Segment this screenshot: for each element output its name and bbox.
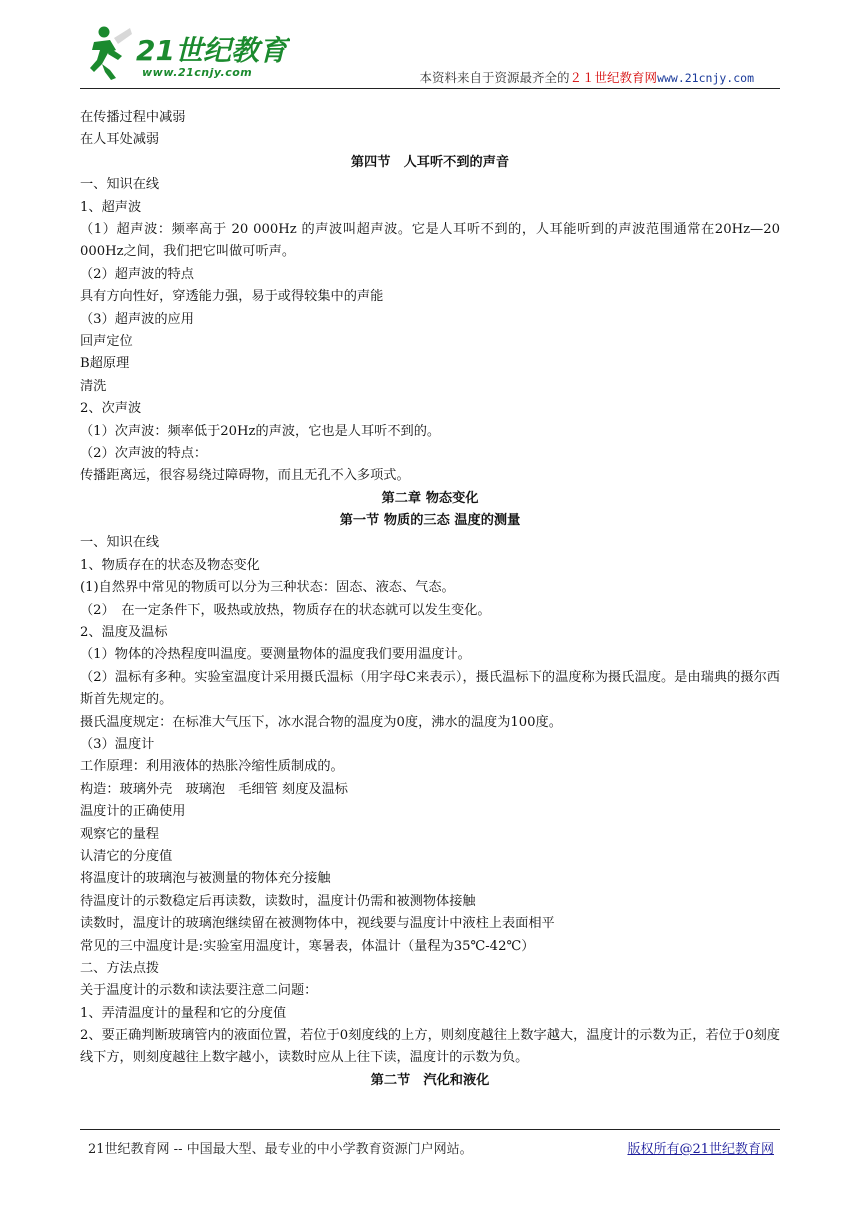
text-line: 在传播过程中减弱 [80, 110, 186, 125]
text-line: 读数时，温度计的玻璃泡继续留在被测物体中，视线要与温度计中液柱上表面相平 [80, 916, 555, 932]
text-line: (1)自然界中常见的物质可以分为三种状态：固态、液态、气态。 [80, 580, 455, 596]
text-line: 清洗 [80, 378, 107, 394]
section-heading: 第二节 汽化和液化 [370, 1072, 490, 1088]
section-heading: 第四节 人耳听不到的声音 [350, 154, 510, 170]
footer-divider [80, 1129, 780, 1130]
text-line: 2、次声波 [80, 401, 142, 417]
text-line: 一、知识在线 [80, 177, 160, 193]
text-line: 在人耳处减弱 [80, 132, 160, 148]
text-line: 回声定位 [80, 333, 133, 349]
text-line: 温度计的正确使用 [80, 804, 186, 820]
text-line: （1）物体的冷热程度叫温度。要测量物体的温度我们要用温度计。 [80, 647, 471, 663]
header-note-brand: ２１世纪教育网 [569, 70, 658, 85]
text-line: 二、方法点拨 [80, 960, 160, 976]
text-line: 1、弄清温度计的量程和它的分度值 [80, 1005, 287, 1021]
text-line: 待温度计的示数稳定后再读数，读数时，温度计仍需和被测物体接触 [80, 893, 476, 909]
header-note [420, 68, 754, 86]
text-line: 1、物质存在的状态及物态变化 [80, 557, 260, 573]
text-line: 2、温度及温标 [80, 625, 168, 641]
text-line: 1、超声波 [80, 199, 142, 215]
header-divider [80, 88, 780, 89]
footer-text: 21世纪教育网 -- 中国最大型、最专业的中小学教育资源门户网站。 [88, 1142, 473, 1157]
logo-text: 21世纪教育 [136, 34, 287, 67]
text-line: （1）超声波：频率高于 20 000Hz 的声波叫超声波。它是人耳听不到的，人耳能听到的声波范围通常在20Hz—20 000Hz之间，我们把它叫做可听声。 [80, 221, 780, 260]
section-heading: 第一节 物质的三态 温度的测量 [339, 513, 521, 529]
text-line: （2）次声波的特点： [80, 445, 208, 461]
text-line: （2）温标有多种。实验室温度计采用摄氏温标（用字母C来表示），摄氏温标下的温度称为摄氏温度。是由瑞典的摄尔西斯首先规定的。 [80, 669, 780, 708]
text-line: 摄氏温度规定：在标准大气压下，冰水混合物的温度为0度，沸水的温度为100度。 [80, 714, 562, 730]
footer-copyright-link[interactable]: 版权所有@21世纪教育网 [627, 1142, 774, 1157]
text-line: B超原理 [80, 356, 130, 372]
logo-url-text: www.21cnjy.com [142, 66, 253, 79]
text-line: 工作原理：利用液体的热胀冷缩性质制成的。 [80, 759, 344, 775]
text-line: 关于温度计的示数和读法要注意二问题： [80, 983, 318, 999]
logo-21cnjy [80, 20, 290, 84]
text-line: 构造：玻璃外壳 玻璃泡 毛细管 刻度及温标 [80, 781, 348, 797]
document-body [80, 107, 780, 1092]
text-line: （3）温度计 [80, 737, 155, 752]
header-note-prefix: 本资料来自于资源最齐全的 [419, 70, 570, 85]
text-line: 观察它的量程 [80, 826, 160, 842]
text-line: 具有方向性好，穿透能力强，易于或得较集中的声能 [80, 289, 384, 305]
text-line: 常见的三中温度计是:实验室用温度计，寒暑表，体温计（量程为35℃-42℃） [80, 938, 535, 954]
header-note-site[interactable]: www.21cnjy.com [657, 71, 754, 85]
text-line: （2） 在一定条件下，吸热或放热，物质存在的状态就可以发生变化。 [80, 602, 491, 618]
page-header [80, 20, 780, 84]
text-line: 传播距离远，很容易绕过障碍物，而且无孔不入多项式。 [80, 468, 410, 484]
text-line: 2、要正确判断玻璃管内的液面位置，若位于0刻度线的上方，则刻度越往上数字越大，温度计的示数为正，若位于0刻度线下方，则刻度越往上数字越小，读数时应从上往下读，温度计的示数为负。 [80, 1028, 780, 1066]
text-line: 将温度计的玻璃泡与被测量的物体充分接触 [80, 871, 331, 887]
section-heading: 第二章 物态变化 [381, 490, 479, 506]
text-line: 认清它的分度值 [80, 848, 173, 864]
text-line: 一、知识在线 [80, 535, 160, 551]
text-line: （3）超声波的应用 [80, 311, 194, 327]
text-line: （1）次声波：频率低于20Hz的声波，它也是人耳听不到的。 [80, 423, 441, 439]
text-line: （2）超声波的特点 [80, 266, 194, 282]
